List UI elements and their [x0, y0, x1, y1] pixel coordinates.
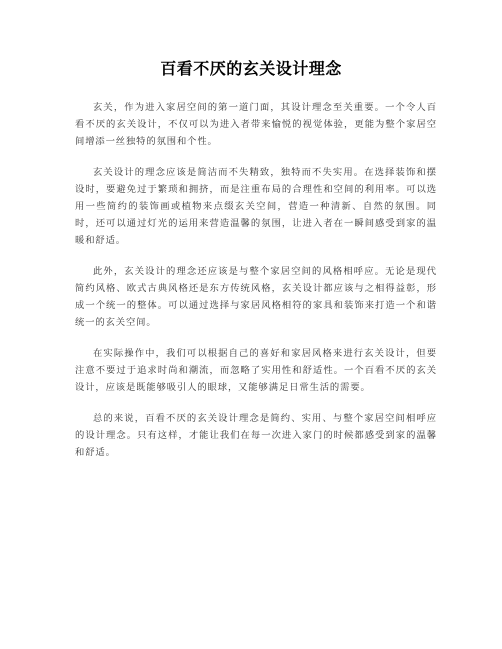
- paragraph-3: 此外，玄关设计的理念还应该是与整个家居空间的风格相呼应。无论是现代简约风格、欧式古典风格还是东方传统风格，玄关设计都应该与之相得益彰，形成一个统一的整体。可以通过选择与家居风格相符的家具和装饰来打造一个和谐统一的玄关空间。: [75, 266, 437, 328]
- document-body: [75, 99, 437, 475]
- paragraph-1: 玄关，作为进入家居空间的第一道门面，其设计理念至关重要。一个令人百看不厌的玄关设计，不仅可以为进入者带来愉悦的视觉体验，更能为整个家居空间增添一丝独特的氛围和个性。: [75, 102, 437, 147]
- paragraph-5: 总的来说，百看不厌的玄关设计理念是简约、实用、与整个家居空间相呼应的设计理念。只有这样，才能让我们在每一次进入家门的时候都感受到家的温馨和舒适。: [75, 413, 437, 458]
- document-title: 百看不厌的玄关设计理念: [160, 59, 342, 78]
- paragraph-2: 玄关设计的理念应该是简洁而不失精致，独特而不失实用。在选择装饰和摆设时，要避免过于繁琐和拥挤，而是注重布局的合理性和空间的利用率。可以选用一些简约的装饰画或植物来点缀玄关空间，营造一种清新、自然的氛围。同时，还可以通过灯光的运用来营造温馨的氛围，让进入者在一瞬间感受到家的温暖和舒适。: [75, 167, 437, 246]
- paragraph-4: 在实际操作中，我们可以根据自己的喜好和家居风格来进行玄关设计，但要注意不要过于追求时尚和潮流，而忽略了实用性和舒适性。一个百看不厌的玄关设计，应该是既能够吸引人的眼球，又能够满足日常生活的需要。: [75, 348, 437, 393]
